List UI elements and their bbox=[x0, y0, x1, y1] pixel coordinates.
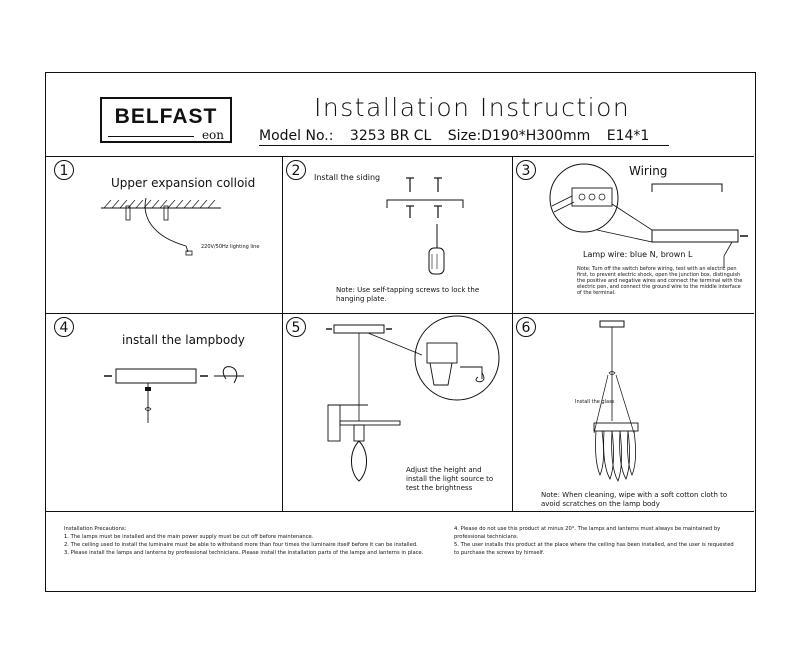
step-3-number: 3 bbox=[516, 160, 536, 180]
size-spec: Size:D190*H300mm bbox=[447, 128, 591, 144]
logo-rule bbox=[108, 136, 194, 137]
step-6-illustration bbox=[512, 313, 754, 511]
step-3-label: Lamp wire: blue N, brown L bbox=[583, 250, 693, 259]
precaution-item: 2. The ceiling used to install the luminaire must be able to withstand more than four times the luminaire itself before it can be installed. bbox=[64, 542, 418, 548]
step-3-note: Note: Turn off the switch before wiring, test with an electric pen first, to prevent electric shock, open the junction box, distinguish the positive and negative wires and connect the terminal with the electric pen, and connect the ground wire to the middle interface of the terminal. bbox=[577, 266, 743, 296]
step-5-note: Adjust the height and install the light source to test the brightness bbox=[406, 466, 494, 492]
step-1-illustration bbox=[46, 156, 282, 313]
step-1-title: Upper expansion colloid bbox=[111, 176, 256, 190]
step-1-label: 220V/50Hz lighting line bbox=[201, 244, 260, 250]
brand-sub: eon bbox=[201, 128, 224, 142]
model-label: Model No.: bbox=[259, 128, 334, 144]
steps-row-2 bbox=[46, 313, 754, 512]
steps-row-1 bbox=[46, 156, 754, 314]
precautions-right bbox=[454, 525, 734, 557]
step-4-number: 4 bbox=[54, 317, 74, 337]
step-6-note: Note: When cleaning, wipe with a soft cotton cloth to avoid scratches on the lamp body bbox=[541, 491, 728, 508]
precaution-item: 4. Please do not use this product at minus 20°. The lamps and lanterns must always be maintained by professional technicians. bbox=[454, 526, 721, 540]
precautions-title: Installation Precautions: bbox=[64, 526, 127, 532]
precaution-item: 5. The user installs this product at the place where the ceiling has been installed, and the user is requested to purchase the screws by himself. bbox=[454, 542, 734, 556]
step-2-number: 2 bbox=[286, 160, 306, 180]
step-1-number: 1 bbox=[54, 160, 74, 180]
instruction-sheet bbox=[45, 72, 756, 592]
step-2-note: Note: Use self-tapping screws to lock the hanging plate. bbox=[336, 286, 480, 303]
step-5-number: 5 bbox=[286, 317, 306, 337]
model-value: 3253 BR CL bbox=[349, 128, 432, 144]
model-line bbox=[259, 128, 669, 146]
brand-logo bbox=[100, 97, 232, 143]
step-6-label: Install the glass bbox=[575, 399, 615, 405]
precautions-left bbox=[64, 525, 444, 557]
precaution-item: 1. The lamps must be installed and the main power supply must be cut off before maintenance. bbox=[64, 534, 314, 540]
step-4-title: install the lampbody bbox=[122, 333, 245, 347]
step-2-title: Install the siding bbox=[314, 173, 381, 182]
precaution-item: 3. Please install the lamps and lanterns by professional technicians. Please install the installation parts of the lamps and lanterns in place. bbox=[64, 550, 424, 556]
page-title: Installation Instruction bbox=[314, 93, 631, 122]
socket-spec: E14*1 bbox=[606, 128, 650, 144]
brand-name: BELFAST bbox=[114, 105, 218, 128]
step-3-title: Wiring bbox=[629, 164, 668, 178]
step-6-number: 6 bbox=[516, 317, 536, 337]
header bbox=[46, 73, 754, 157]
step-4-illustration bbox=[46, 313, 282, 511]
